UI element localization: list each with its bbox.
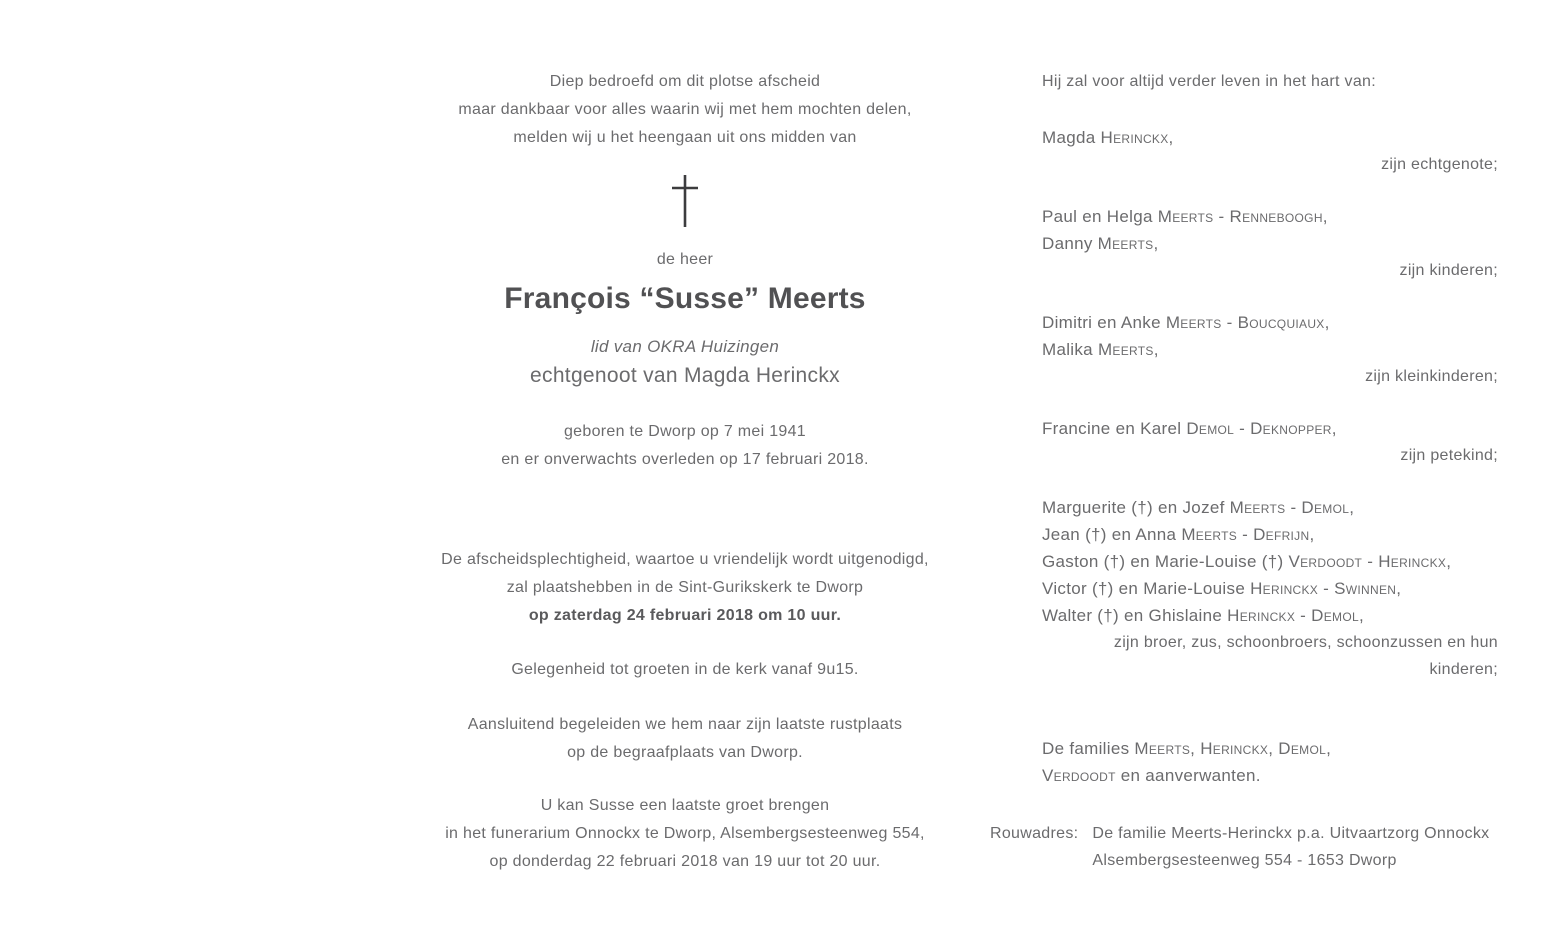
birth-line: geboren te Dworp op 7 mei 1941 (563, 423, 807, 440)
ceremony-block (420, 546, 950, 630)
mourner-line: Dimitri en Anke Meerts - Boucquiaux, (1042, 313, 1330, 332)
mourner-line: Danny Meerts, (1042, 234, 1159, 253)
families-line: De families Meerts, Herinckx, Demol, (1042, 739, 1332, 758)
mourner-line: Francine en Karel Demol - Deknopper, (1042, 419, 1337, 438)
mourning-address-line: Alsembergsesteenweg 554 - 1653 Dworp (1092, 852, 1397, 869)
mourning-address-line: De familie Meerts-Herinckx p.a. Uitvaartzorg Onnockx (1092, 825, 1490, 842)
mourner-line: Malika Meerts, (1042, 340, 1159, 359)
mourner-line: Marguerite (†) en Jozef Meerts - Demol, (1042, 498, 1355, 517)
funerarium-line: in het funerarium Onnockx te Dworp, Alsembergsesteenweg 554, (445, 825, 925, 842)
burial-block (420, 711, 950, 767)
latin-cross-icon (670, 174, 700, 228)
intro-line: maar dankbaar voor alles waarin wij met hem mochten delen, (458, 101, 912, 118)
mourner-line: Paul en Helga Meerts - Renneboogh, (1042, 207, 1328, 226)
ceremony-line: zal plaatshebben in de Sint-Gurikskerk te Dworp (506, 579, 864, 596)
families-block (1042, 735, 1498, 789)
salutation: de heer (656, 251, 714, 268)
mourner-line: Gaston (†) en Marie-Louise (†) Verdoodt - Herinckx, (1042, 552, 1452, 571)
mourners-intro: Hij zal voor altijd verder leven in het hart van: (1042, 73, 1376, 90)
mourner-group-godchild (1042, 415, 1498, 469)
mourner-group-grandchildren (1042, 309, 1498, 390)
deceased-name: François “Susse” Meerts (504, 282, 866, 315)
funerarium-block (420, 792, 950, 876)
intro-block (420, 68, 950, 152)
mourner-group-siblings (1042, 494, 1498, 683)
birth-death-block (420, 418, 950, 474)
mourning-address-label: Rouwadres: (990, 825, 1079, 842)
burial-line: op de begraafplaats van Dworp. (567, 744, 803, 761)
mourner-line: Magda Herinckx, (1042, 128, 1174, 147)
intro-line: Diep bedroefd om dit plotse afscheid (549, 73, 821, 90)
mourners-column (1042, 68, 1498, 789)
mourner-group-spouse (1042, 124, 1498, 178)
relation-label: zijn kleinkinderen; (1365, 368, 1498, 385)
announcement-column (420, 68, 950, 876)
mourner-line: Walter (†) en Ghislaine Herinckx - Demol, (1042, 606, 1364, 625)
relation-label: zijn kinderen; (1399, 262, 1498, 279)
spouse-line: echtgenoot van Magda Herinckx (530, 364, 840, 387)
death-line: en er onverwachts overleden op 17 februari 2018. (501, 451, 869, 468)
ceremony-date-line: op zaterdag 24 februari 2018 om 10 uur. (528, 607, 842, 624)
mourning-address-lines (1092, 820, 1489, 874)
intro-line: melden wij u het heengaan uit ons midden van (513, 129, 857, 146)
funerarium-line: op donderdag 22 februari 2018 van 19 uur tot 20 uur. (489, 853, 881, 870)
funerarium-line: U kan Susse een laatste groet brengen (540, 797, 830, 814)
relation-label: zijn broer, zus, schoonbroers, schoonzussen en hun kinderen; (1113, 634, 1498, 678)
relation-label: zijn echtgenote; (1381, 156, 1498, 173)
mourner-group-children (1042, 203, 1498, 284)
mourning-address-block (990, 820, 1489, 874)
ceremony-line: De afscheidsplechtigheid, waartoe u vriendelijk wordt uitgenodigd, (441, 551, 929, 568)
relation-label: zijn petekind; (1400, 447, 1498, 464)
greeting-line: Gelegenheid tot groeten in de kerk vanaf 9u15. (511, 661, 859, 678)
membership-line: lid van OKRA Huizingen (590, 337, 780, 356)
mourner-line: Victor (†) en Marie-Louise Herinckx - Swinnen, (1042, 579, 1402, 598)
families-line: Verdoodt en aanverwanten. (1042, 766, 1261, 785)
burial-line: Aansluitend begeleiden we hem naar zijn laatste rustplaats (467, 716, 903, 733)
mourner-line: Jean (†) en Anna Meerts - Defrijn, (1042, 525, 1315, 544)
